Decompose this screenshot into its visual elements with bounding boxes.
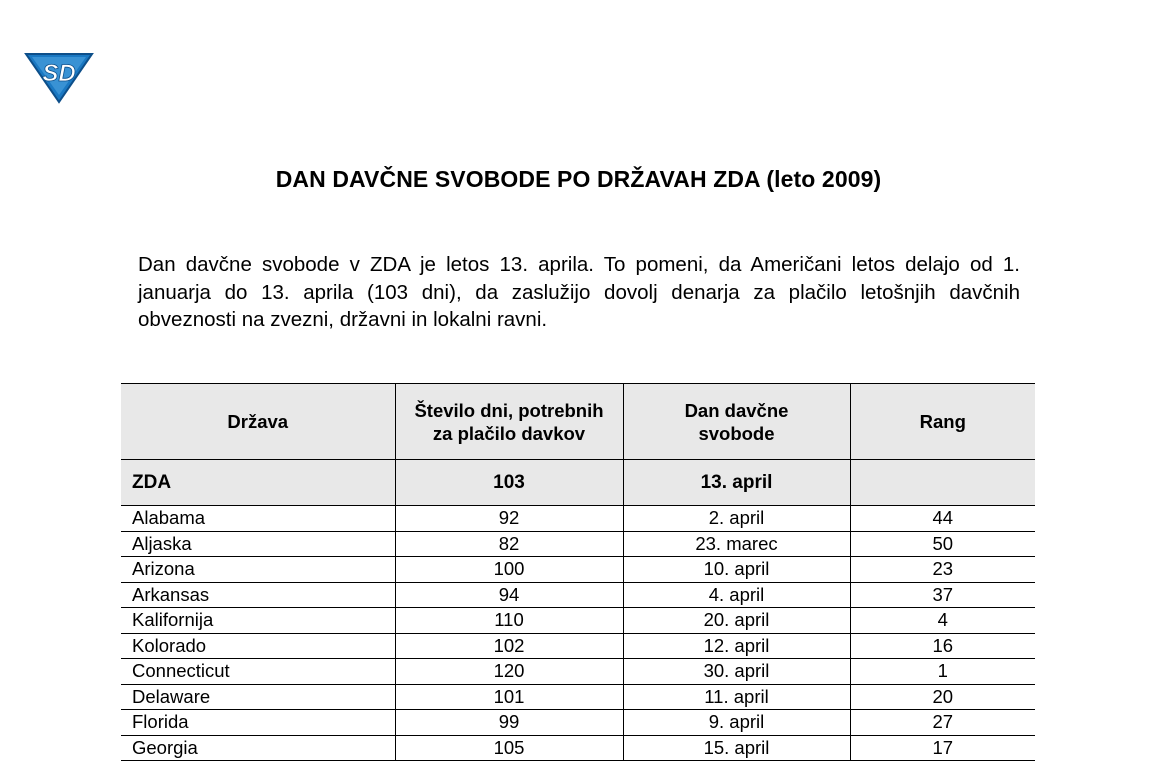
state-name: Connecticut xyxy=(121,659,395,685)
state-days: 92 xyxy=(395,506,623,532)
state-name: Kolorado xyxy=(121,633,395,659)
usa-row xyxy=(121,460,1035,506)
table-row xyxy=(121,684,1035,710)
table-row xyxy=(121,659,1035,685)
usa-date: 13. april xyxy=(623,460,850,506)
header-rank: Rang xyxy=(850,384,1035,460)
state-name: Arkansas xyxy=(121,582,395,608)
page-title: DAN DAVČNE SVOBODE PO DRŽAVAH ZDA (leto 2009) xyxy=(275,166,882,192)
state-name: Alabama xyxy=(121,506,395,532)
intro-paragraph: Dan davčne svobode v ZDA je letos 13. aprila. To pomeni, da Američani letos delajo od 1. januarja do 13. aprila (103 dni), da zaslužijo dovolj denarja za plačilo letošnjih davčnih obveznosti na zvezni, državni in lokalni ravni. xyxy=(138,253,1020,331)
state-name: Delaware xyxy=(121,684,395,710)
table-row xyxy=(121,633,1035,659)
state-days: 101 xyxy=(395,684,623,710)
svg-text:SD: SD xyxy=(42,60,76,87)
state-rank: 1 xyxy=(850,659,1035,685)
table-row xyxy=(121,557,1035,583)
tax-freedom-table xyxy=(121,383,1035,761)
state-days: 120 xyxy=(395,659,623,685)
sd-logo xyxy=(22,48,96,104)
state-date: 23. marec xyxy=(623,531,850,557)
usa-name: ZDA xyxy=(121,460,395,506)
state-rank: 20 xyxy=(850,684,1035,710)
state-rank: 4 xyxy=(850,608,1035,634)
state-date: 10. april xyxy=(623,557,850,583)
state-rank: 44 xyxy=(850,506,1035,532)
state-date: 12. april xyxy=(623,633,850,659)
state-date: 20. april xyxy=(623,608,850,634)
state-rank: 50 xyxy=(850,531,1035,557)
table-row xyxy=(121,735,1035,761)
state-date: 11. april xyxy=(623,684,850,710)
state-name: Georgia xyxy=(121,735,395,761)
state-rank: 37 xyxy=(850,582,1035,608)
state-days: 105 xyxy=(395,735,623,761)
state-name: Florida xyxy=(121,710,395,736)
state-date: 30. april xyxy=(623,659,850,685)
state-rank: 16 xyxy=(850,633,1035,659)
state-date: 15. april xyxy=(623,735,850,761)
state-name: Aljaska xyxy=(121,531,395,557)
state-date: 9. april xyxy=(623,710,850,736)
header-state: Država xyxy=(121,384,395,460)
usa-rank xyxy=(850,460,1035,506)
header-date: Dan davčne svobode xyxy=(623,384,850,460)
table-row xyxy=(121,506,1035,532)
state-days: 110 xyxy=(395,608,623,634)
state-name: Arizona xyxy=(121,557,395,583)
state-days: 82 xyxy=(395,531,623,557)
table-row xyxy=(121,582,1035,608)
state-date: 4. april xyxy=(623,582,850,608)
state-date: 2. april xyxy=(623,506,850,532)
table-row xyxy=(121,608,1035,634)
table-row xyxy=(121,710,1035,736)
state-days: 94 xyxy=(395,582,623,608)
table-header-row xyxy=(121,384,1035,460)
state-days: 102 xyxy=(395,633,623,659)
usa-days: 103 xyxy=(395,460,623,506)
header-days: Število dni, potrebnih za plačilo davkov xyxy=(395,384,623,460)
table-row xyxy=(121,531,1035,557)
state-days: 100 xyxy=(395,557,623,583)
state-rank: 23 xyxy=(850,557,1035,583)
state-rank: 27 xyxy=(850,710,1035,736)
state-name: Kalifornija xyxy=(121,608,395,634)
state-days: 99 xyxy=(395,710,623,736)
state-rank: 17 xyxy=(850,735,1035,761)
